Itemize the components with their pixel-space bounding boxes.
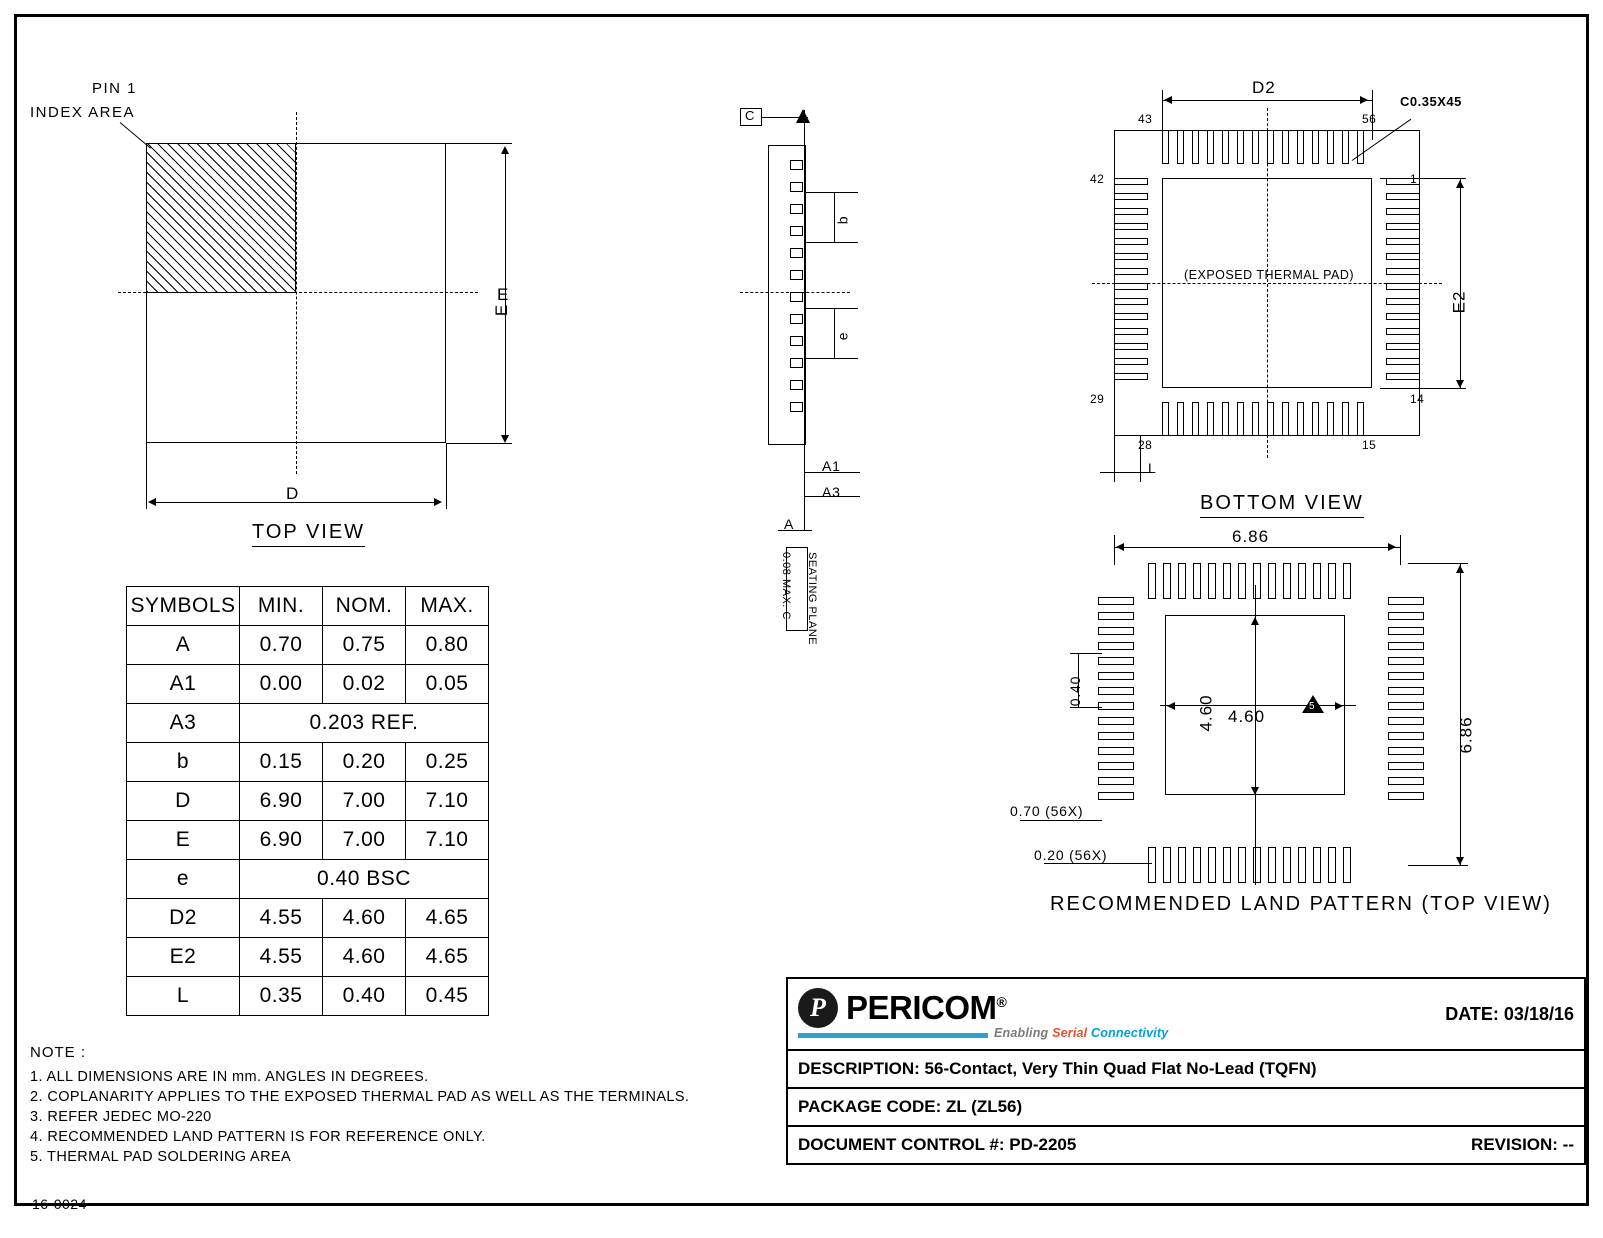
a1-label: A1 xyxy=(822,458,841,474)
land-pad xyxy=(1328,847,1336,883)
a-label: A xyxy=(784,516,795,532)
land-pad xyxy=(1388,732,1424,740)
table-cell-symbol: D xyxy=(127,782,240,821)
land-pad xyxy=(1208,563,1216,599)
land-pad xyxy=(1098,687,1134,695)
d2-ext-left xyxy=(1162,90,1163,140)
pin-number-28: 28 xyxy=(1138,438,1153,452)
land-pad xyxy=(1098,672,1134,680)
dimension-table xyxy=(126,586,489,1016)
land-pad xyxy=(1388,627,1424,635)
e-ext-top xyxy=(446,143,512,144)
land-pad xyxy=(1298,563,1306,599)
land-pad-width-label: 4.60 xyxy=(1228,707,1266,726)
package-lead xyxy=(1386,373,1420,380)
land-pad xyxy=(1388,762,1424,770)
land-horizontal-centerline xyxy=(1160,705,1356,706)
land-pad xyxy=(1178,563,1186,599)
table-cell-symbol: A3 xyxy=(127,704,240,743)
package-lead xyxy=(1177,130,1184,164)
package-lead xyxy=(1207,130,1214,164)
logo-tagline xyxy=(994,1026,1168,1040)
land-pad xyxy=(1343,563,1351,599)
tagline-connectivity: Connectivity xyxy=(1091,1026,1169,1040)
land-pad xyxy=(1388,702,1424,710)
package-lead xyxy=(1297,402,1304,436)
table-row xyxy=(127,860,489,899)
l-dimension-line xyxy=(1100,472,1154,473)
b-dimension-label: b xyxy=(834,215,851,225)
package-lead xyxy=(1114,373,1148,380)
table-cell-span: 0.40 BSC xyxy=(240,860,489,899)
title-block-doc-row xyxy=(788,1125,1584,1163)
land-pad xyxy=(1388,672,1424,680)
d2-arrow-left xyxy=(1164,96,1172,104)
package-lead xyxy=(1386,343,1420,350)
title-block-date: DATE: 03/18/16 xyxy=(1445,1003,1574,1024)
land-top-dimension-line xyxy=(1114,547,1400,548)
e-pitch-label: e xyxy=(834,331,851,341)
land-pad xyxy=(1298,847,1306,883)
table-cell-min: 4.55 xyxy=(240,899,323,938)
seating-plane-label: SEATING PLANE xyxy=(806,552,818,646)
table-row xyxy=(127,626,489,665)
pitch-ext-top xyxy=(1070,653,1102,654)
d2-dimension-line xyxy=(1162,100,1372,101)
package-lead xyxy=(1237,402,1244,436)
d2-arrow-right xyxy=(1360,96,1368,104)
package-lead xyxy=(1114,178,1148,185)
side-lead xyxy=(790,270,803,280)
table-cell-nom: 4.60 xyxy=(323,899,406,938)
package-lead xyxy=(1114,328,1148,335)
table-header-row xyxy=(127,587,489,626)
land-right-arrow-top xyxy=(1456,565,1464,573)
land-pad xyxy=(1388,657,1424,665)
table-cell-nom: 7.00 xyxy=(323,782,406,821)
package-lead xyxy=(1282,402,1289,436)
table-cell-max: 0.45 xyxy=(406,977,489,1016)
land-pad xyxy=(1098,732,1134,740)
title-block-logo-row xyxy=(788,979,1584,1049)
table-cell-max: 0.25 xyxy=(406,743,489,782)
land-vertical-centerline xyxy=(1255,585,1256,885)
package-lead xyxy=(1162,402,1169,436)
land-pad xyxy=(1193,847,1201,883)
lead-length-label: 0.70 (56X) xyxy=(1010,803,1084,819)
pericom-logo-mark: P xyxy=(798,988,838,1028)
land-pad xyxy=(1223,563,1231,599)
land-pad xyxy=(1388,687,1424,695)
land-pad xyxy=(1098,777,1134,785)
land-right-dimension-label: 6.86 xyxy=(1456,716,1476,754)
side-lead xyxy=(790,204,803,214)
land-pattern-diagram xyxy=(1010,525,1552,935)
package-lead xyxy=(1237,130,1244,164)
pin1-leader-line xyxy=(120,122,151,148)
land-pad xyxy=(1268,847,1276,883)
land-pad xyxy=(1388,612,1424,620)
table-row xyxy=(127,743,489,782)
package-lead xyxy=(1357,130,1364,164)
package-lead xyxy=(1342,402,1349,436)
sheet-doc-number: 16-0024 xyxy=(32,1196,87,1212)
lead-wid-leader xyxy=(1044,863,1152,864)
exposed-thermal-pad-label: (EXPOSED THERMAL PAD) xyxy=(1184,268,1355,282)
package-lead xyxy=(1386,208,1420,215)
package-lead xyxy=(1386,328,1420,335)
l-ext-left xyxy=(1114,436,1115,482)
package-lead xyxy=(1386,223,1420,230)
package-lead xyxy=(1282,130,1289,164)
datum-c-triangle xyxy=(796,109,810,123)
header-min: MIN. xyxy=(240,587,323,626)
pin-number-29: 29 xyxy=(1090,392,1105,406)
e-arrow-bottom xyxy=(501,435,509,443)
fcf-text: 0.08 MAX. C xyxy=(780,552,792,620)
d-ext-right xyxy=(446,443,447,509)
package-lead xyxy=(1114,268,1148,275)
land-right-ext-top xyxy=(1408,563,1468,564)
pin-number-42: 42 xyxy=(1090,172,1105,186)
e-arrow-top xyxy=(501,146,509,154)
e2-arrow-bottom xyxy=(1456,380,1464,388)
land-pad xyxy=(1283,847,1291,883)
top-view-title: TOP VIEW xyxy=(252,521,365,547)
land-pad xyxy=(1208,847,1216,883)
table-cell-max: 4.65 xyxy=(406,938,489,977)
package-lead xyxy=(1267,130,1274,164)
land-pad xyxy=(1098,792,1134,800)
top-view-horizontal-centerline xyxy=(118,292,478,293)
package-lead xyxy=(1162,130,1169,164)
land-pad xyxy=(1238,563,1246,599)
package-lead xyxy=(1192,402,1199,436)
land-pad xyxy=(1223,847,1231,883)
pericom-logo-text xyxy=(846,989,1006,1027)
table-cell-max: 7.10 xyxy=(406,782,489,821)
table-row xyxy=(127,782,489,821)
land-pad xyxy=(1388,792,1424,800)
land-pad-arrow-right xyxy=(1335,702,1343,710)
package-lead xyxy=(1312,130,1319,164)
e2-ext-top xyxy=(1380,178,1466,179)
land-pad xyxy=(1283,563,1291,599)
package-lead xyxy=(1386,193,1420,200)
table-row xyxy=(127,704,489,743)
table-cell-symbol: A1 xyxy=(127,665,240,704)
e2-label: E2 xyxy=(1449,290,1469,314)
a3-label: A3 xyxy=(822,484,841,500)
table-cell-symbol: D2 xyxy=(127,899,240,938)
d2-label: D2 xyxy=(1252,78,1276,97)
land-pattern-title: RECOMMENDED LAND PATTERN (TOP VIEW) xyxy=(1050,893,1552,915)
table-cell-symbol: L xyxy=(127,977,240,1016)
pin1-index-hatch xyxy=(146,143,296,293)
side-lead xyxy=(790,402,803,412)
table-cell-min: 0.00 xyxy=(240,665,323,704)
package-lead xyxy=(1327,130,1334,164)
side-lead xyxy=(790,314,803,324)
land-pad xyxy=(1098,657,1134,665)
table-cell-nom: 0.75 xyxy=(323,626,406,665)
notes-heading: NOTE : xyxy=(30,1044,87,1061)
land-pad xyxy=(1098,747,1134,755)
table-cell-nom: 4.60 xyxy=(323,938,406,977)
e2-ext-bottom xyxy=(1380,388,1466,389)
table-cell-max: 0.80 xyxy=(406,626,489,665)
notes-block xyxy=(30,1043,689,1167)
land-pad xyxy=(1098,597,1134,605)
registered-mark: ® xyxy=(996,994,1007,1010)
package-lead xyxy=(1114,238,1148,245)
table-cell-symbol: e xyxy=(127,860,240,899)
package-lead xyxy=(1114,343,1148,350)
package-lead xyxy=(1342,130,1349,164)
table-cell-min: 6.90 xyxy=(240,782,323,821)
pitch-label: 0.40 xyxy=(1067,675,1084,707)
table-cell-nom: 7.00 xyxy=(323,821,406,860)
title-block-revision: REVISION: -- xyxy=(1471,1135,1574,1154)
land-pad xyxy=(1148,847,1156,883)
package-lead xyxy=(1114,208,1148,215)
land-top-arrow-right xyxy=(1388,543,1396,551)
note-item: 1. ALL DIMENSIONS ARE IN mm. ANGLES IN DEGREES. xyxy=(30,1069,429,1085)
land-pad xyxy=(1313,847,1321,883)
note-item: 4. RECOMMENDED LAND PATTERN IS FOR REFERENCE ONLY. xyxy=(30,1129,486,1145)
header-nom: NOM. xyxy=(323,587,406,626)
datum-c-label: C xyxy=(745,108,755,123)
package-lead xyxy=(1297,130,1304,164)
side-view-diagram xyxy=(700,60,960,660)
table-row xyxy=(127,665,489,704)
land-pad xyxy=(1388,777,1424,785)
header-max: MAX. xyxy=(406,587,489,626)
package-lead xyxy=(1207,402,1214,436)
land-pad xyxy=(1388,747,1424,755)
note-item: 5. THERMAL PAD SOLDERING AREA xyxy=(30,1149,292,1165)
d-arrow-right xyxy=(434,498,442,506)
l-label: L xyxy=(1148,460,1157,476)
tagline-enabling: Enabling xyxy=(994,1026,1049,1040)
b-ext-2 xyxy=(804,242,858,243)
table-row xyxy=(127,821,489,860)
land-pad xyxy=(1193,563,1201,599)
land-pad-arrow-up xyxy=(1251,617,1259,625)
package-lead xyxy=(1252,402,1259,436)
side-lead xyxy=(790,160,803,170)
lead-width-label: 0.20 (56X) xyxy=(1034,847,1108,863)
title-block-description: DESCRIPTION: 56-Contact, Very Thin Quad Flat No-Lead (TQFN) xyxy=(788,1049,1584,1087)
top-view-vertical-centerline xyxy=(296,112,297,474)
pitch-ext-bottom xyxy=(1070,707,1102,708)
bottom-view-diagram xyxy=(1080,60,1510,530)
table-cell-max: 7.10 xyxy=(406,821,489,860)
e-ext-bottom xyxy=(446,443,512,444)
land-pad xyxy=(1163,563,1171,599)
land-pad xyxy=(1098,642,1134,650)
land-top-ext-right xyxy=(1400,535,1401,565)
package-lead xyxy=(1222,402,1229,436)
package-lead xyxy=(1357,402,1364,436)
package-lead xyxy=(1114,253,1148,260)
package-lead xyxy=(1222,130,1229,164)
package-lead xyxy=(1312,402,1319,436)
land-pad xyxy=(1148,563,1156,599)
land-pad xyxy=(1098,612,1134,620)
package-lead xyxy=(1386,298,1420,305)
land-pad xyxy=(1343,847,1351,883)
table-cell-symbol: E2 xyxy=(127,938,240,977)
land-pad xyxy=(1268,563,1276,599)
pin-number-14: 14 xyxy=(1410,392,1425,406)
package-lead xyxy=(1386,358,1420,365)
package-lead xyxy=(1114,358,1148,365)
side-view-right-edge xyxy=(804,110,805,530)
side-lead xyxy=(790,380,803,390)
land-pad xyxy=(1163,847,1171,883)
side-view-centerline xyxy=(740,292,850,293)
package-lead xyxy=(1386,253,1420,260)
pin-number-43: 43 xyxy=(1138,112,1153,126)
company-name: PERICOM xyxy=(846,989,997,1026)
side-lead xyxy=(790,226,803,236)
header-symbols: SYMBOLS xyxy=(127,587,240,626)
pin1-index-label-line1: PIN 1 xyxy=(92,80,138,97)
e-dimension-label-rotated: E xyxy=(492,303,512,317)
e-ext-2 xyxy=(804,358,858,359)
tagline-serial: Serial xyxy=(1052,1026,1088,1040)
side-lead xyxy=(790,358,803,368)
package-lead xyxy=(1252,130,1259,164)
table-cell-nom: 0.40 xyxy=(323,977,406,1016)
land-pad xyxy=(1098,762,1134,770)
package-lead xyxy=(1114,283,1148,290)
title-block xyxy=(786,977,1586,1165)
table-cell-symbol: A xyxy=(127,626,240,665)
e-dimension-label: E xyxy=(497,285,510,304)
table-cell-min: 0.35 xyxy=(240,977,323,1016)
top-view-diagram xyxy=(0,0,560,560)
package-lead xyxy=(1192,130,1199,164)
d-arrow-left xyxy=(148,498,156,506)
e-ext-1 xyxy=(804,308,858,309)
title-block-package-code: PACKAGE CODE: ZL (ZL56) xyxy=(788,1087,1584,1125)
chamfer-label: C0.35X45 xyxy=(1400,94,1462,109)
package-lead xyxy=(1114,313,1148,320)
pericom-logo xyxy=(798,988,1168,1040)
land-pad-arrow-down xyxy=(1251,787,1259,795)
table-row xyxy=(127,899,489,938)
package-lead xyxy=(1177,402,1184,436)
side-lead xyxy=(790,248,803,258)
land-right-dimension-line xyxy=(1460,563,1461,865)
d-dimension-label: D xyxy=(286,484,300,503)
table-cell-span: 0.203 REF. xyxy=(240,704,489,743)
land-pad xyxy=(1388,717,1424,725)
land-top-arrow-left xyxy=(1116,543,1124,551)
side-lead xyxy=(790,336,803,346)
package-lead xyxy=(1327,402,1334,436)
side-lead xyxy=(790,292,803,302)
pin-number-15: 15 xyxy=(1362,438,1377,452)
table-cell-min: 0.15 xyxy=(240,743,323,782)
land-pad-height-label: 4.60 xyxy=(1196,694,1216,732)
package-lead xyxy=(1386,268,1420,275)
package-lead xyxy=(1386,313,1420,320)
table-row xyxy=(127,938,489,977)
package-lead xyxy=(1114,298,1148,305)
table-cell-min: 0.70 xyxy=(240,626,323,665)
table-cell-max: 0.05 xyxy=(406,665,489,704)
b-ext-1 xyxy=(804,192,858,193)
package-lead xyxy=(1386,238,1420,245)
note-flag-number: 5 xyxy=(1309,701,1316,712)
note-item: 3. REFER JEDEC MO-220 xyxy=(30,1109,212,1125)
land-pad xyxy=(1098,702,1134,710)
side-lead xyxy=(790,182,803,192)
table-cell-max: 4.65 xyxy=(406,899,489,938)
land-top-ext-left xyxy=(1114,535,1115,565)
land-right-arrow-bottom xyxy=(1456,857,1464,865)
land-top-dimension-label: 6.86 xyxy=(1232,527,1270,546)
land-pad-arrow-left xyxy=(1167,702,1175,710)
table-cell-min: 6.90 xyxy=(240,821,323,860)
table-cell-symbol: b xyxy=(127,743,240,782)
d-ext-left xyxy=(146,443,147,509)
table-cell-nom: 0.02 xyxy=(323,665,406,704)
package-lead xyxy=(1114,193,1148,200)
title-block-doc-control: DOCUMENT CONTROL #: PD-2205 xyxy=(798,1135,1077,1154)
package-lead xyxy=(1267,402,1274,436)
lead-len-leader xyxy=(1020,820,1102,821)
table-cell-nom: 0.20 xyxy=(323,743,406,782)
land-pad xyxy=(1098,717,1134,725)
land-right-ext-bottom xyxy=(1408,865,1468,866)
land-pad xyxy=(1313,563,1321,599)
table-row xyxy=(127,977,489,1016)
e2-dimension-line xyxy=(1460,178,1461,388)
pin1-index-label-line2: INDEX AREA xyxy=(30,104,136,121)
land-pad xyxy=(1238,847,1246,883)
land-pad xyxy=(1388,597,1424,605)
e2-arrow-top xyxy=(1456,180,1464,188)
land-pad xyxy=(1178,847,1186,883)
package-lead xyxy=(1386,283,1420,290)
logo-blue-bar xyxy=(798,1033,988,1038)
package-lead xyxy=(1114,223,1148,230)
land-pad xyxy=(1388,642,1424,650)
table-cell-min: 4.55 xyxy=(240,938,323,977)
land-pad xyxy=(1328,563,1336,599)
table-cell-symbol: E xyxy=(127,821,240,860)
pin-number-56: 56 xyxy=(1362,112,1377,126)
bottom-view-title: BOTTOM VIEW xyxy=(1200,492,1364,518)
land-pad xyxy=(1098,627,1134,635)
note-item: 2. COPLANARITY APPLIES TO THE EXPOSED THERMAL PAD AS WELL AS THE TERMINALS. xyxy=(30,1089,690,1105)
pin-number-1: 1 xyxy=(1410,172,1418,186)
